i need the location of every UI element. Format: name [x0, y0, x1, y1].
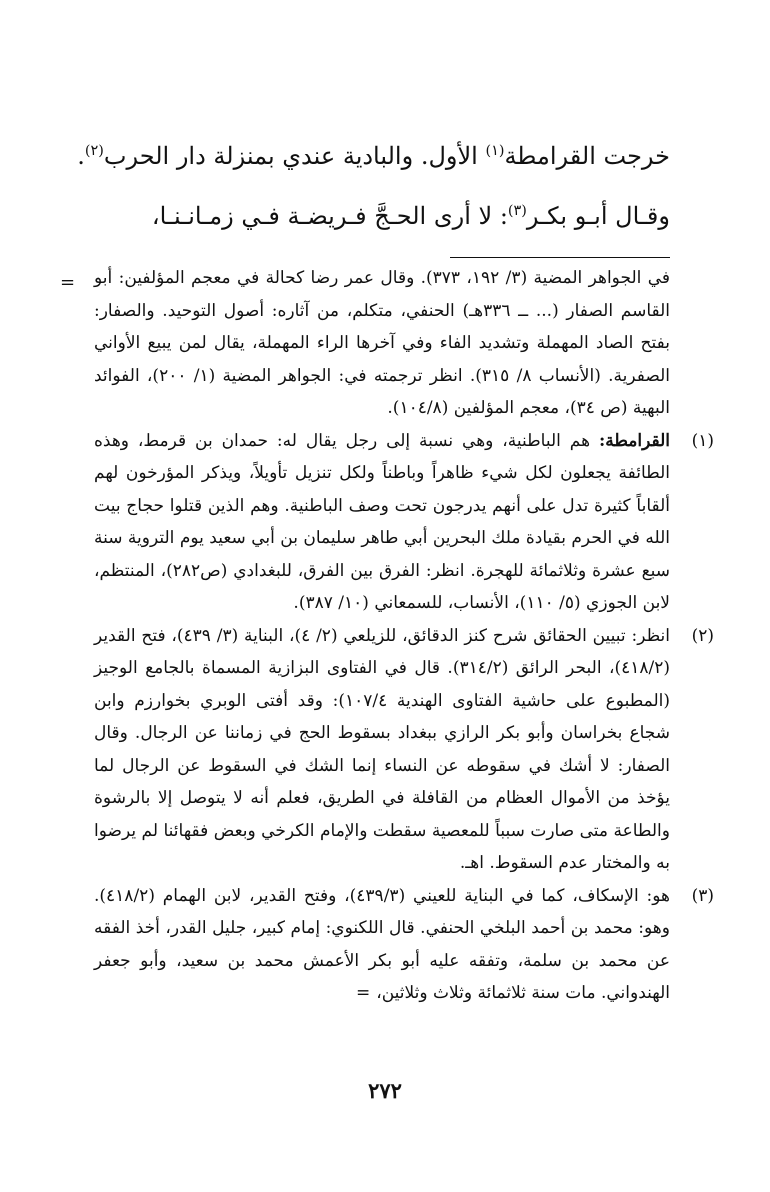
footnote-body [94, 880, 670, 1010]
footnote-text: هم الباطنية، وهي نسبة إلى رجل يقال له: حمدان بن قرمط، وهذه الطائفة يجعلون لكل شيء ظاهراً وباطناً ولكل تنزيل تأويلاً، ويذكر المؤرخون لهم ألقاباً كثيرة تدل على أنهم يدرجون تحت وصف الباطنية. وهم الذين قتلوا حجاج بيت الله في الحرم بقيادة ملك البحرين أبي طاهر سليمان بن أبي سعيد يوم التروية سنة سبع عشرة وثلاثمائة للهجرة. انظر: الفرق بين الفرق، للبغدادي (ص٢٨٢)، المنتظم، لابن الجوزي (٥/ ١١٠)، الأنساب، للسمعاني (١٠/ ٣٨٧). [94, 430, 671, 613]
main-text-segment: . [77, 142, 85, 170]
footnote-ref-3: (٣) [507, 203, 527, 219]
footnote-number: (٣) [691, 885, 714, 906]
footnote-ref-2: (٢) [84, 143, 104, 159]
footnote-2 [94, 620, 714, 880]
main-text-segment: وقـال أبـو بكـر [526, 202, 670, 230]
footnotes-section [94, 262, 714, 1010]
footnote-number: (١) [691, 430, 714, 451]
page-number: ٢٧٢ [368, 1078, 402, 1103]
footnote-separator-rule [450, 257, 670, 258]
footnote-text: انظر: تبيين الحقائق شرح كنز الدقائق، للزيلعي (٢/ ٤)، البناية (٣/ ٤٣٩)، فتح القدير (٤١٨/٢)، البحر الرائق (٣١٤/٢). قال في الفتاوى البزازية المسماة بالجامع الوجيز (المطبوع على حاشية الفتاوى الهندية ١٠٧/٤): وقد أفتى الوبري بخوارزم وابن شجاع بخراسان وأبو بكر الرازي ببغداد بسقوط الحج في زماننا عن الرجال. وقال الصفار: لا أشك في سقوطه عن النساء إنما الشك في السقوط عن الرجال لما يؤخذ من الأموال العظام من القافلة في الطريق، فعلم أنه لا يتوصل إلا بالرشوة والطاعة متى صارت سبباً للمعصية سقطت والإمام الكرخي وبعض فقهائنا لم يرضوا به والمختار عدم السقوط. اهـ. [94, 625, 671, 873]
footnote-ref-1: (١) [485, 143, 505, 159]
main-text-segment: : لا أرى الحـجَّ فـريضـة فـي زمـانـنـا، [151, 202, 508, 230]
footnote-number: (٢) [691, 625, 714, 646]
main-text-segment: خرجت القرامطة [504, 142, 670, 170]
footnote-continues-mark: = [356, 983, 371, 1003]
footnote-body [94, 425, 670, 620]
main-text-line-1 [77, 140, 670, 172]
footnote-text: في الجواهر المضية (٣/ ١٩٢، ٣٧٣). وقال عمر رضا كحالة في معجم المؤلفين: أبو القاسم الصفار (... ــ ٣٣٦هـ) الحنفي، متكلم، من آثاره: أصول التوحيد. والصفار: بفتح الصاد المهملة وتشديد الفاء وفي آخرها الراء المهملة، يقال لمن يبيع الأواني الصفرية. (الأنساب ٨/ ٣١٥). انظر ترجمته في: الجواهر المضية (١/ ٢٠٠)، الفوائد البهية (ص ٣٤)، معجم المؤلفين (١٠٤/٨). [94, 268, 671, 418]
footnote-continuation-mark: = [60, 272, 76, 293]
main-text-segment: الأول. والبادية عندي بمنزلة دار الحرب [103, 142, 486, 170]
footnote-3 [94, 880, 714, 1010]
footnote-1 [94, 425, 714, 620]
footnote-text: هو: الإسكاف، كما في البناية للعيني (٤٣٩/٣)، وفتح القدير، لابن الهمام (٤١٨/٢). وهو: محمد بن أحمد البلخي الحنفي. قال اللكنوي: إمام كبير، جليل القدر، أخذ الفقه عن محمد بن سلمة، وتفقه عليه أبو بكر الأعمش محمد بن سعيد، وأبو جعفر الهندواني. مات سنة ثلاثمائة وثلاث وثلاثين، [94, 885, 670, 1003]
footnote-lead-term: القرامطة: [598, 430, 670, 451]
main-text-line-2 [90, 200, 670, 232]
footnote-continuation [94, 262, 714, 425]
